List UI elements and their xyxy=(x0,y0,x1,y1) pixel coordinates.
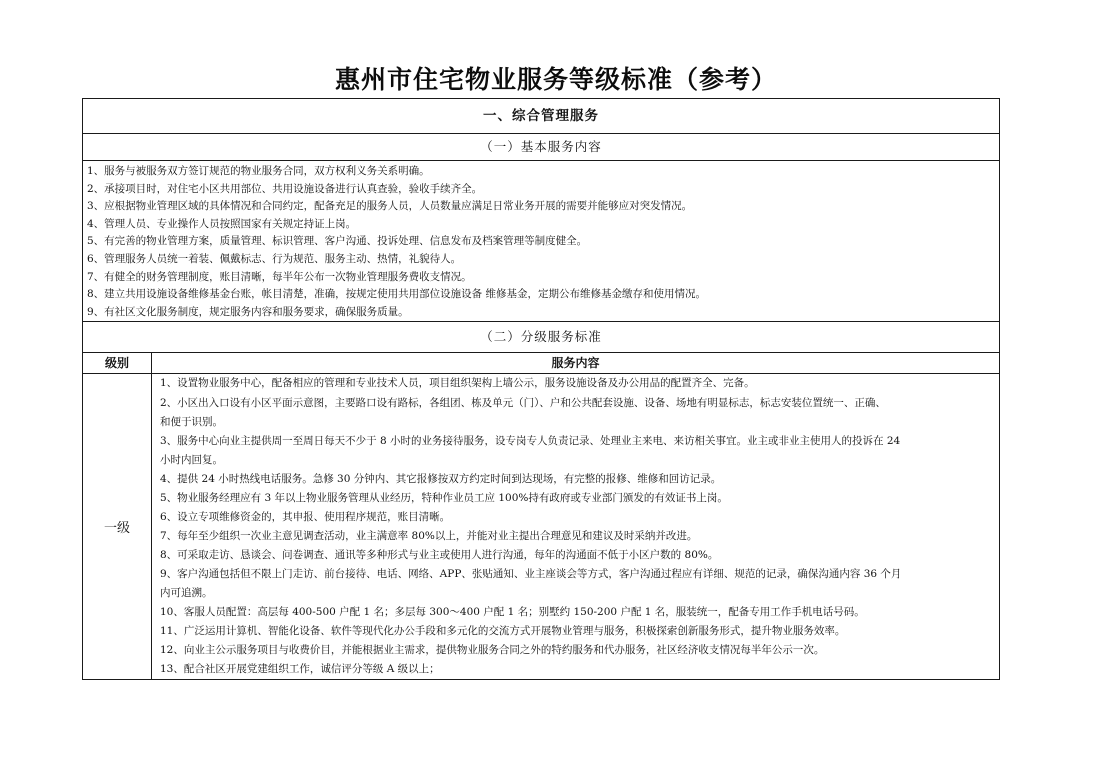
standard-line: 11、广泛运用计算机、智能化设备、软件等现代化办公手段和多元化的交流方式开展物业管理与服务，积极探索创新服务形式，提升物业服务效率。 xyxy=(160,625,846,638)
standard-line: 内可追溯。 xyxy=(160,587,213,600)
standard-line: 2、小区出入口设有小区平面示意图，主要路口设有路标，各组团、栋及单元（门）、户和公共配套设施、设备、场地有明显标志，标志安装位置统一、正确、 xyxy=(160,397,886,410)
standard-line: 12、向业主公示服务项目与收费价目，并能根据业主需求，提供物业服务合同之外的特约服务和代办服务，社区经济收支情况每半年公示一次。 xyxy=(160,644,825,657)
standard-line: 3、服务中心向业主提供周一至周日每天不少于 8 小时的业务接待服务，设专岗专人负责记录、处理业主来电、来访相关事宜。业主或非业主使用人的投诉在 24 xyxy=(160,435,901,448)
standard-line: 10、客服人员配置：高层每 400-500 户配 1 名；多层每 300～400 户配 1 名；别墅约 150-200 户配 1 名，服装统一，配备专用工作手机电话号码。 xyxy=(160,606,865,619)
level-column-header: 级别 xyxy=(83,353,152,373)
standard-line: 和便于识别。 xyxy=(160,416,223,429)
basic-service-item: 3、应根据物业管理区域的具体情况和合同约定，配备充足的服务人员，人员数量应满足日常业务开展的需要并能够应对突发情况。 xyxy=(87,200,693,213)
content-column-header: 服务内容 xyxy=(551,356,600,371)
standard-line: 13、配合社区开展党建组织工作，诚信评分等级 A 级以上； xyxy=(160,663,440,676)
standard-line: 小时内回复。 xyxy=(160,454,223,467)
standard-line: 4、提供 24 小时热线电话服务。急修 30 分钟内、其它报修按双方约定时间到达现场，有完整的报修、维修和回访记录。 xyxy=(160,473,722,486)
document-title: 惠州市住宅物业服务等级标准（参考） xyxy=(334,65,777,94)
standard-line: 6、设立专项维修资金的，其申报、使用程序规范，账目清晰。 xyxy=(160,511,451,524)
standard-line: 8、可采取走访、恳谈会、问卷调查、通讯等多种形式与业主或使用人进行沟通，每年的沟通面不低于小区户数的 80%。 xyxy=(160,549,719,562)
basic-service-item: 1、服务与被服务双方签订规范的物业服务合同，双方权利义务关系明确。 xyxy=(87,165,430,177)
basic-service-item: 9、有社区文化服务制度，规定服务内容和服务要求，确保服务质量。 xyxy=(87,305,409,318)
grade-row-level-1 xyxy=(83,374,999,679)
basic-service-item: 4、管理人员、专业操作人员按照国家有关规定持证上岗。 xyxy=(87,217,357,230)
standards-table xyxy=(82,98,1000,680)
level-1-content xyxy=(152,374,999,679)
level-label: 一级 xyxy=(83,374,152,679)
basic-service-item: 7、有健全的财务管理制度，账目清晰，每半年公布一次物业管理服务费收支情况。 xyxy=(87,270,472,283)
grade-table-header xyxy=(83,353,999,374)
basic-service-item: 5、有完善的物业管理方案，质量管理、标识管理、客户沟通、投诉处理、信息发布及档案管理等制度健全。 xyxy=(87,235,588,248)
standard-line: 5、物业服务经理应有 3 年以上物业服务管理从业经历，特种作业员工应 100%持有政府或专业部门颁发的有效证书上岗。 xyxy=(160,492,728,505)
basic-services-heading: （一）基本服务内容 xyxy=(83,134,999,161)
standard-line: 1、设置物业服务中心，配备相应的管理和专业技术人员，项目组织架构上墙公示，服务设施设备及办公用品的配置齐全、完备。 xyxy=(160,377,755,390)
basic-service-item: 6、管理服务人员统一着装、佩戴标志、行为规范、服务主动、热情，礼貌待人。 xyxy=(87,252,462,265)
graded-standards-heading: （二）分级服务标准 xyxy=(83,322,999,353)
standard-line: 9、客户沟通包括但不限上门走访、前台接待、电话、网络、APP、张贴通知、业主座谈会等方式，客户沟通过程应有详细、规范的记录，确保沟通内容 36 个月 xyxy=(160,568,902,581)
standard-line: 7、每年至少组织一次业主意见调查活动，业主满意率 80%以上，并能对业主提出合理意见和建议及时采纳并改进。 xyxy=(160,530,698,543)
basic-services-list xyxy=(83,161,999,322)
section-heading: 一、综合管理服务 xyxy=(83,99,999,134)
basic-service-item: 2、承接项目时，对住宅小区共用部位、共用设施设备进行认真查验，验收手续齐全。 xyxy=(87,182,483,195)
basic-service-item: 8、建立共用设施设备维修基金台账，帐目清楚，准确，按规定使用共用部位设施设备 维修基金，定期公布维修基金缴存和使用情况。 xyxy=(87,288,707,301)
